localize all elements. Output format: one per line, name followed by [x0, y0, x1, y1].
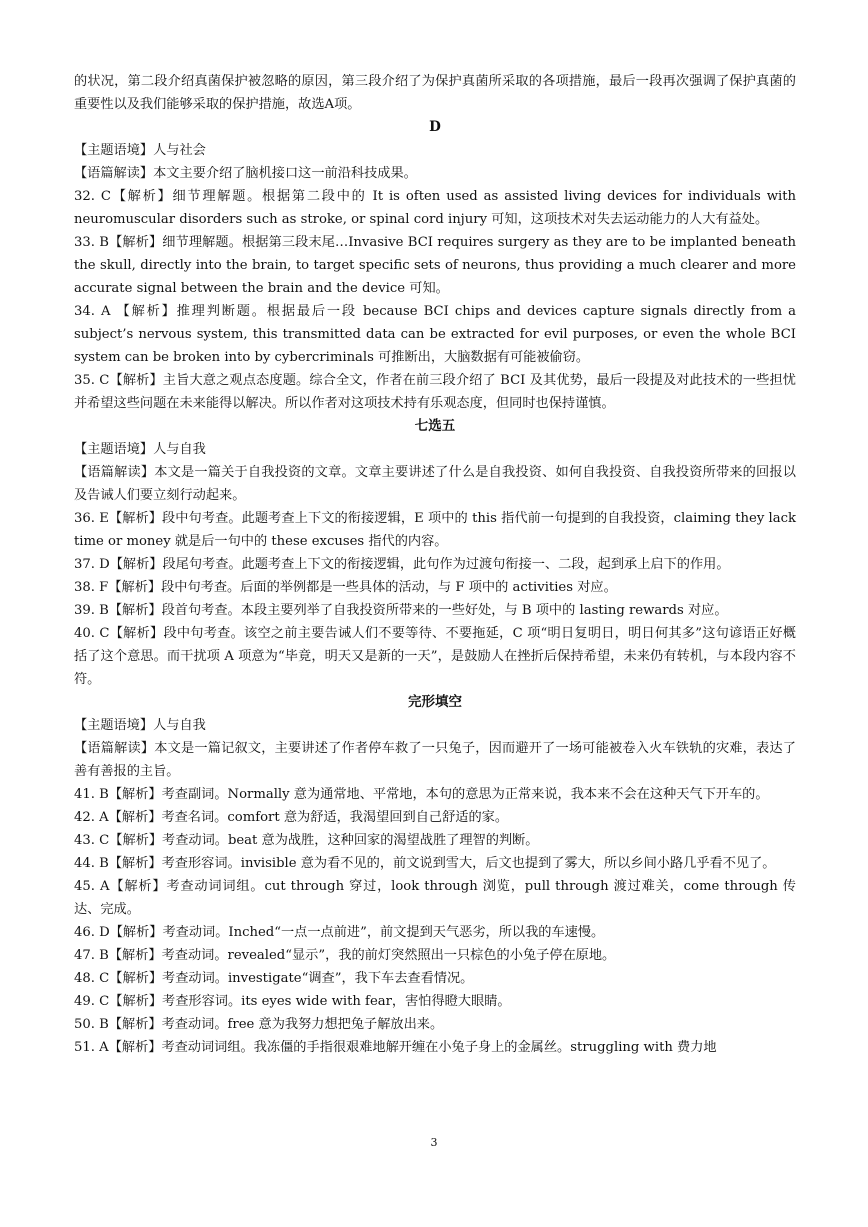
paragraph: 39. B【解析】段首句考查。本段主要列举了自我投资所带来的一些好处，与 B 项中的 lasting rewards 对应。: [74, 603, 728, 618]
paragraph: 【语篇解读】本文是一篇关于自我投资的文章。文章主要讲述了什么是自我投资、如何自我投资、自我投资所带来的回报以及告诫人们要立刻行动起来。: [74, 465, 796, 503]
section-heading: D: [429, 119, 441, 135]
paragraph: 34. A 【解析】推理判断题。根据最后一段 because BCI chips and devices capture signals directly from a subject’s nervous system, this transmitted data can be extracted for evil purposes, or even the whole BCI system can be broken into by cybercriminals 可推断出，大脑数据有可能被偷窃。: [74, 304, 801, 365]
paragraph: 【主题语境】人与自我: [74, 718, 206, 733]
paragraph: 【主题语境】人与社会: [74, 143, 206, 158]
paragraph: 41. B【解析】考查副词。Normally 意为通常地、平常地，本句的意思为正常来说，我本来不会在这种天气下开车的。: [74, 787, 769, 802]
paragraph: 48. C【解析】考查动词。investigate“调查”，我下车去查看情况。: [74, 971, 474, 986]
paragraph: 46. D【解析】考查动词。Inched“一点一点前进”，前文提到天气恶劣，所以我的车速慢。: [74, 925, 605, 940]
paragraph: 【主题语境】人与自我: [74, 442, 206, 457]
paragraph: 37. D【解析】段尾句考查。此题考查上下文的衔接逻辑，此句作为过渡句衔接一、二段，起到承上启下的作用。: [74, 557, 730, 572]
answer-explanations: [74, 70, 801, 1059]
section-heading: 七选五: [414, 418, 456, 434]
paragraph: 49. C【解析】考查形容词。its eyes wide with fear，害怕得瞪大眼睛。: [74, 994, 511, 1009]
paragraph: 【语篇解读】本文是一篇记叙文，主要讲述了作者停车救了一只兔子，因而避开了一场可能被卷入火车铁轨的灾难，表达了善有善报的主旨。: [74, 741, 796, 779]
paragraph: 43. C【解析】考查动词。beat 意为战胜，这种回家的渴望战胜了理智的判断。: [74, 833, 539, 848]
paragraph: 【语篇解读】本文主要介绍了脑机接口这一前沿科技成果。: [74, 166, 417, 181]
page-number: 3: [430, 1136, 438, 1149]
paragraph: 45. A【解析】考查动词词组。cut through 穿过，look through 浏览，pull through 渡过难关，come through 传达、完成。: [74, 879, 796, 917]
paragraph: 33. B【解析】细节理解题。根据第三段末尾…Invasive BCI requires surgery as they are to be implanted beneath the skull, directly into the brain, to target specific sets of neurons, thus providing a much clearer and more accurate signal between the brain and the device 可知。: [74, 235, 801, 296]
paragraph: 的状况，第二段介绍真菌保护被忽略的原因，第三段介绍了为保护真菌所采取的各项措施，最后一段再次强调了保护真菌的重要性以及我们能够采取的保护措施，故选A项。: [74, 74, 796, 112]
paragraph: 36. E【解析】段中句考查。此题考查上下文的衔接逻辑，E 项中的 this 指代前一句提到的自我投资，claiming they lack time or money 就是后一句中的 these excuses 指代的内容。: [74, 511, 801, 549]
section-heading: 完形填空: [408, 694, 462, 710]
paragraph: 47. B【解析】考查动词。revealed“显示”，我的前灯突然照出一只棕色的小兔子停在原地。: [74, 948, 616, 963]
paragraph: 42. A【解析】考查名词。comfort 意为舒适，我渴望回到自己舒适的家。: [74, 810, 509, 825]
paragraph: 35. C【解析】主旨大意之观点态度题。综合全文，作者在前三段介绍了 BCI 及其优势，最后一段提及对此技术的一些担忧并希望这些问题在未来能得以解决。所以作者对这项技术持有乐观态度，但同时也保持谨慎。: [74, 373, 796, 411]
paragraph: 44. B【解析】考查形容词。invisible 意为看不见的，前文说到雪大，后文也提到了雾大，所以乡间小路几乎看不见了。: [74, 856, 776, 871]
paragraph: 38. F【解析】段中句考查。后面的举例都是一些具体的活动，与 F 项中的 activities 对应。: [74, 580, 617, 595]
paragraph: 32. C【解析】细节理解题。根据第二段中的 It is often used as assisted living devices for individuals with neuromuscular disorders such as stroke, or spinal cord injury 可知，这项技术对失去运动能力的人大有益处。: [74, 189, 801, 227]
paragraph: 51. A【解析】考查动词词组。我冻僵的手指很艰难地解开缠在小兔子身上的金属丝。struggling with 费力地: [74, 1040, 717, 1055]
paragraph: 50. B【解析】考查动词。free 意为我努力想把兔子解放出来。: [74, 1017, 444, 1032]
paragraph: 40. C【解析】段中句考查。该空之前主要告诫人们不要等待、不要拖延，C 项“明日复明日，明日何其多”这句谚语正好概括了这个意思。而干扰项 A 项意为“毕竟，明天又是新的一天”，是鼓励人在挫折后保持希望，未来仍有转机，与本段内容不符。: [74, 626, 796, 687]
